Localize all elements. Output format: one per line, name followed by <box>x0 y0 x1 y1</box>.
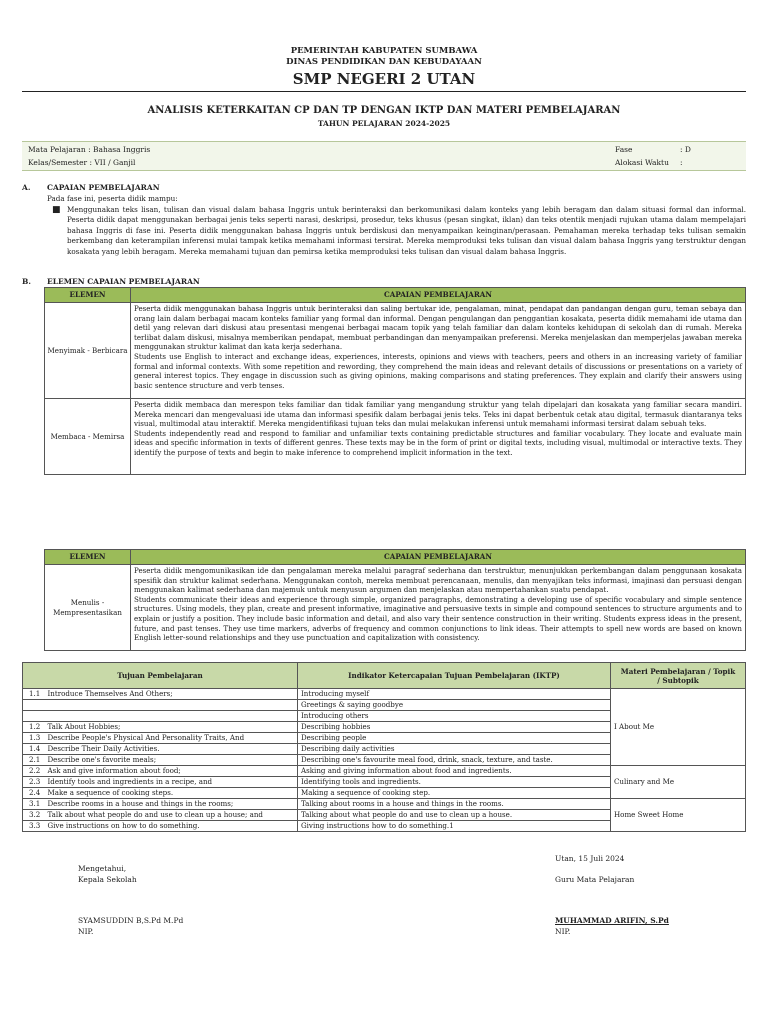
tp-number: 2.4 <box>23 788 45 799</box>
section-a-heading: CAPAIAN PEMBELAJARAN <box>47 183 160 192</box>
iktp-text: Introducing others <box>298 711 611 722</box>
document-title: ANALISIS KETERKAITAN CP DAN TP DENGAN IKTP DAN MATERI PEMBELAJARAN <box>147 105 621 116</box>
alokasi-value: : <box>680 158 683 167</box>
iktp-text: Introducing myself <box>298 689 611 700</box>
tp-number: 1.2 <box>23 722 45 733</box>
kop-line-2: DINAS PENDIDIKAN DAN KEBUDAYAAN <box>286 57 482 67</box>
header-materi: Materi Pembelajaran / Topik / Subtopik <box>611 663 746 689</box>
tp-number: 2.3 <box>23 777 45 788</box>
iktp-text: Identifying tools and ingredients. <box>298 777 611 788</box>
section-b-heading: ELEMEN CAPAIAN PEMBELAJARAN <box>47 277 200 286</box>
tp-text: Describe rooms in a house and things in the rooms; <box>45 799 298 810</box>
cp-table-1 <box>44 287 746 475</box>
header-iktp: Indikator Ketercapaian Tujuan Pembelajaran (IKTP) <box>298 663 611 689</box>
iktp-text: Asking and giving information about food and ingredients. <box>298 766 611 777</box>
iktp-text: Describing hobbies <box>298 722 611 733</box>
header-capaian: CAPAIAN PEMBELAJARAN <box>131 550 746 565</box>
cp-cell <box>131 399 746 475</box>
cp-text-id: Peserta didik mengomunikasikan ide dan pengalaman mereka melalui paragraf sederhana dan terstruktur, menunjukkan perkembangan dalam penggunaan kosakata spesifik dan struktur kalimat sederhana. Menggunakan contoh, mereka membuat perencanaan, menulis, dan menyajikan teks informasi, imajinasi dan persuasi dengan menggunakan kalimat sederhana dan majemuk untuk menyusun argumen dan menjelaskan atau mempertahankan suatu pendapat. <box>134 566 742 595</box>
tp-number: 3.3 <box>23 821 45 832</box>
table-row <box>45 399 746 475</box>
tp-iktp-table <box>22 662 746 832</box>
cp-cell <box>131 565 746 651</box>
alokasi-label: Alokasi Waktu <box>615 158 669 167</box>
tp-text: Describe Their Daily Activities. <box>45 744 298 755</box>
header-divider <box>22 91 746 92</box>
kepala-sekolah-name: SYAMSUDDIN B,S.Pd M.Pd <box>78 916 184 925</box>
tp-text: Introduce Themselves And Others; <box>45 689 298 700</box>
section-a-letter: A. <box>22 183 31 192</box>
elemen-cell: Membaca - Memirsa <box>45 399 131 475</box>
fase-value: : D <box>680 145 691 154</box>
bullet-icon: ■ <box>52 205 61 215</box>
guru-name: MUHAMMAD ARIFIN, S.Pd <box>555 916 669 925</box>
mengetahui-text: Mengetahui, <box>78 864 127 873</box>
tp-text: Talk About Hobbies; <box>45 722 298 733</box>
tp-text: Make a sequence of cooking steps. <box>45 788 298 799</box>
school-name: SMP NEGERI 2 UTAN <box>292 70 476 88</box>
materi-cell: Home Sweet Home <box>611 799 746 832</box>
section-b-letter: B. <box>22 277 31 286</box>
tp-number: 2.1 <box>23 755 45 766</box>
table-row <box>23 689 746 700</box>
tp-text: Describe one's favorite meals; <box>45 755 298 766</box>
iktp-text: Talking about what people do and use to clean up a house. <box>298 810 611 821</box>
elemen-cell: Menulis - Mempresentasikan <box>45 565 131 651</box>
iktp-text: Describing one's favourite meal food, drink, snack, texture, and taste. <box>298 755 611 766</box>
iktp-text: Greetings & saying goodbye <box>298 700 611 711</box>
cp-text-en: Students use English to interact and exchange ideas, experiences, interests, opinions and views with teachers, peers and others in an increasing variety of familiar formal and informal contexts. With some repetition and rewording, they comprehend the main ideas and relevant details of discussions or presentations on a variety of general interest topics. They engage in discussion such as giving opinions, making comparisons and stating preferences. They explain and clarify their answers using basic sentence structure and verb tenses. <box>134 351 742 390</box>
kop-line-1: PEMERINTAH KABUPATEN SUMBAWA <box>290 46 478 56</box>
tp-number: 1.1 <box>23 689 45 700</box>
cp-text-id: Peserta didik membaca dan merespon teks familiar dan tidak familiar yang mengandung struktur yang telah dipelajari dan kosakata yang familiar secara mandiri. Mereka mencari dan mengevaluasi ide utama dan informasi spesifik dalam berbagai jenis teks. Teks ini dapat berbentuk cetak atau digital, termasuk diantaranya teks visual, multimodal atau interaktif. Mereka mengidentifikasi tujuan teks dan mulai melakukan inferensi untuk memahami informasi tersirat dalam sebuah teks. <box>134 400 742 429</box>
table-row <box>23 799 746 810</box>
iktp-text: Giving instructions how to do something.1 <box>298 821 611 832</box>
tp-text: Identify tools and ingredients in a recipe, and <box>45 777 298 788</box>
iktp-text: Talking about rooms in a house and things in the rooms. <box>298 799 611 810</box>
header-tp: Tujuan Pembelajaran <box>23 663 298 689</box>
tp-number: 3.2 <box>23 810 45 821</box>
table-row <box>45 565 746 651</box>
cp-text-en: Students independently read and respond to familiar and unfamiliar texts containing predictable structures and familiar vocabulary. They locate and evaluate main ideas and specific information in texts of different genres. These texts may be in the form of print or digital texts, including visual, multimodal or interactive texts. They identify the purpose of texts and begin to make inference to comprehend implicit information in the text. <box>134 428 742 457</box>
cp-cell <box>131 303 746 399</box>
identity-box <box>22 141 746 171</box>
kepala-sekolah-label: Kepala Sekolah <box>78 875 137 884</box>
iktp-text: Describing daily activities <box>298 744 611 755</box>
fase-label: Fase <box>615 145 633 154</box>
tp-text: Give instructions on how to do something. <box>45 821 298 832</box>
section-a-bullet: Menggunakan teks lisan, tulisan dan visual dalam bahasa Inggris untuk berinteraksi dan berkomunikasi dalam konteks yang lebih beragam dan dalam situasi formal dan informal. Peserta didik dapat menggunakan berbagai jenis teks seperti narasi, deskripsi, prosedur, teks khusus (pesan singkat, iklan) dan teks otentik menjadi rujukan utama dalam mempelajari bahasa Inggris di fase ini. Peserta didik menggunakan bahasa Inggris untuk berdiskusi dan menyampaikan keinginan/perasaan. Pemahaman mereka terhadap teks tulisan semakin berkembang dan keterampilan inferensi mulai tampak ketika memahami informasi tersirat. Mereka memproduksi teks tulisan dan visual dalam bahasa Inggris yang terstruktur dengan kosakata yang lebih beragam. Mereka memahami tujuan dan pemirsa ketika memproduksi teks tulisan dan visual dalam bahasa Inggris. <box>67 205 746 256</box>
tp-text: Describe People's Physical And Personality Traits, And <box>45 733 298 744</box>
tp-number: 3.1 <box>23 799 45 810</box>
tp-text: Ask and give information about food; <box>45 766 298 777</box>
place-date: Utan, 15 Juli 2024 <box>555 854 625 863</box>
table-row <box>45 303 746 399</box>
tp-number: 1.3 <box>23 733 45 744</box>
header-elemen: ELEMEN <box>45 288 131 303</box>
cp-text-en: Students communicate their ideas and experience through simple, organized paragraphs, demonstrating a developing use of specific vocabulary and simple sentence structures. Using models, they plan, create and present informative, imaginative and persuasive texts in simple and compound sentences to structure arguments and to explain or justify a position. They include basic information and detail, and also vary their sentence construction in their writing. Students express ideas in the present, future, and past tenses. They use time markers, adverbs of frequency and common conjunctions to link ideas. Their attempts to spell new words are based on known English letter-sound relationships and they use punctuation and capitalization with consistency. <box>134 594 742 643</box>
tp-number: 2.2 <box>23 766 45 777</box>
section-a-intro: Pada fase ini, peserta didik mampu: <box>47 194 178 203</box>
tp-number: 1.4 <box>23 744 45 755</box>
kepala-sekolah-nip: NIP. <box>78 927 94 936</box>
iktp-text: Describing people <box>298 733 611 744</box>
header-elemen: ELEMEN <box>45 550 131 565</box>
mapel-text: Mata Pelajaran : Bahasa Inggris <box>28 145 151 154</box>
table-row <box>23 766 746 777</box>
cp-text-id: Peserta didik menggunakan bahasa Inggris untuk berinteraksi dan saling bertukar ide, pengalaman, minat, pendapat dan pandangan dengan guru, teman sebaya dan orang lain dalam berbagai macam konteks familiar yang formal dan informal. Dengan pengulangan dan penggantian kosakata, peserta didik memahami ide utama dan detil yang relevan dari diskusi atau presentasi mengenai berbagai macam topik yang telah familiar dan dalam konteks kehidupan di sekolah dan di rumah. Mereka terlibat dalam diskusi, misalnya memberikan pendapat, membuat perbandingan dan menyampaikan preferensi. Mereka menjelaskan dan memperjelas jawaban mereka menggunakan struktur kalimat dan kata kerja sederhana. <box>134 304 742 352</box>
guru-nip: NIP. <box>555 927 571 936</box>
elemen-cell: Menyimak - Berbicara <box>45 303 131 399</box>
kelas-text: Kelas/Semester : VII / Ganjil <box>28 158 136 167</box>
tp-text: Talk about what people do and use to clean up a house; and <box>45 810 298 821</box>
kop-surat <box>0 46 768 68</box>
cp-table-2 <box>44 549 746 651</box>
iktp-text: Making a sequence of cooking step. <box>298 788 611 799</box>
header-capaian: CAPAIAN PEMBELAJARAN <box>131 288 746 303</box>
document-subtitle: TAHUN PELAJARAN 2024-2025 <box>317 119 451 128</box>
materi-cell: I About Me <box>611 689 746 766</box>
guru-label: Guru Mata Pelajaran <box>555 875 635 884</box>
materi-cell: Culinary and Me <box>611 766 746 799</box>
